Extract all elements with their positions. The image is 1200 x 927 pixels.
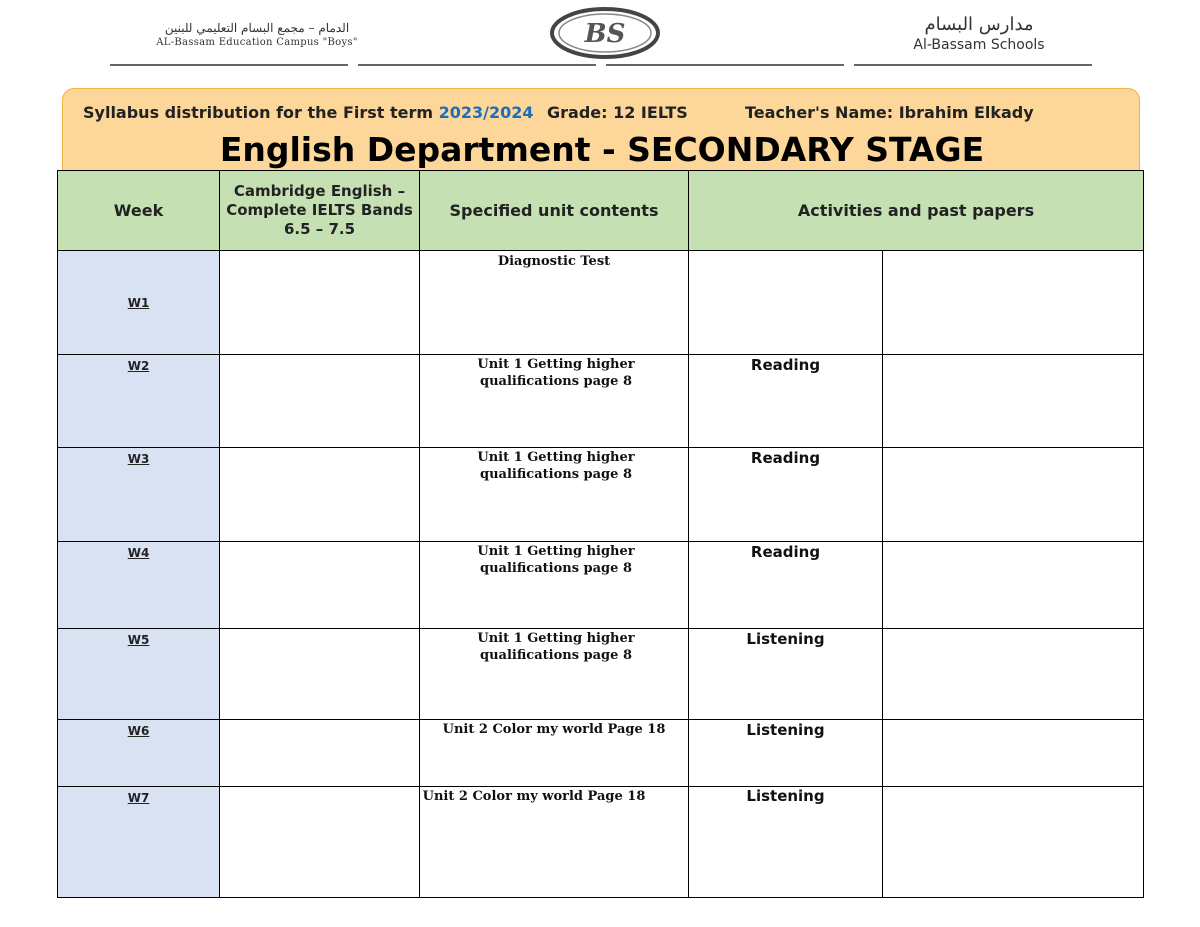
activity-cell: Reading	[689, 448, 883, 542]
syllabus-line	[83, 103, 534, 122]
contents-cell: Unit 2 Color my world Page 18	[420, 787, 689, 898]
activity-cell: Listening	[689, 720, 883, 787]
past-papers-cell	[883, 787, 1144, 898]
table-row	[58, 629, 1144, 720]
cambridge-cell	[220, 448, 420, 542]
cambridge-cell	[220, 629, 420, 720]
letterhead-right-english: Al-Bassam Schools	[913, 37, 1045, 53]
week-cell: W5	[58, 629, 220, 720]
syllabus-label: Syllabus distribution for the First term	[83, 103, 434, 122]
letterhead-rule	[606, 64, 844, 66]
past-papers-cell	[883, 629, 1144, 720]
letterhead-right-arabic: مدارس البسام	[924, 14, 1034, 35]
cambridge-cell	[220, 720, 420, 787]
week-cell: W1	[58, 251, 220, 355]
contents-cell: Unit 1 Getting higher qualifications page 8	[420, 448, 689, 542]
week-cell: W6	[58, 720, 220, 787]
table-row	[58, 251, 1144, 355]
grade-label: Grade: 12 IELTS	[547, 103, 688, 122]
table-row	[58, 448, 1144, 542]
academic-year: 2023/2024	[438, 103, 534, 122]
contents-cell: Unit 2 Color my world Page 18	[420, 720, 689, 787]
letterhead-left-arabic: الدمام – مجمع البسام التعليمي للبنين	[164, 21, 350, 35]
letterhead-left-english: AL-Bassam Education Campus "Boys"	[156, 37, 358, 48]
syllabus-table	[57, 170, 1144, 898]
week-cell: W7	[58, 787, 220, 898]
header-week: Week	[58, 171, 220, 251]
title-banner	[62, 88, 1140, 172]
cambridge-cell	[220, 355, 420, 448]
letterhead-rule	[110, 64, 348, 66]
table-row	[58, 542, 1144, 629]
week-cell: W4	[58, 542, 220, 629]
week-cell: W3	[58, 448, 220, 542]
cambridge-cell	[220, 542, 420, 629]
letterhead-right	[884, 14, 1074, 54]
letterhead-left	[112, 20, 402, 49]
cambridge-cell	[220, 251, 420, 355]
contents-cell: Diagnostic Test	[420, 251, 689, 355]
contents-cell: Unit 1 Getting higher qualifications page 8	[420, 355, 689, 448]
week-cell: W2	[58, 355, 220, 448]
table-row	[58, 355, 1144, 448]
activity-cell: Reading	[689, 355, 883, 448]
cambridge-cell	[220, 787, 420, 898]
past-papers-cell	[883, 542, 1144, 629]
header-activities: Activities and past papers	[689, 171, 1144, 251]
letterhead-rule	[854, 64, 1092, 66]
activity-cell: Reading	[689, 542, 883, 629]
contents-cell: Unit 1 Getting higher qualifications page 8	[420, 629, 689, 720]
logo-lettering: BS	[584, 19, 626, 49]
past-papers-cell	[883, 251, 1144, 355]
past-papers-cell	[883, 448, 1144, 542]
table-row	[58, 787, 1144, 898]
page-title: English Department - SECONDARY STAGE	[219, 130, 985, 169]
past-papers-cell	[883, 355, 1144, 448]
teacher-name: Teacher's Name: Ibrahim Elkady	[745, 103, 1034, 122]
contents-cell: Unit 1 Getting higher qualifications page 8	[420, 542, 689, 629]
table-header-row	[58, 171, 1144, 251]
school-logo	[549, 6, 661, 60]
header-contents: Specified unit contents	[420, 171, 689, 251]
activity-cell: Listening	[689, 787, 883, 898]
past-papers-cell	[883, 720, 1144, 787]
activity-cell	[689, 251, 883, 355]
letterhead-rule	[358, 64, 596, 66]
header-cambridge: Cambridge English – Complete IELTS Bands 6.5 – 7.5	[220, 171, 420, 251]
table-row	[58, 720, 1144, 787]
activity-cell: Listening	[689, 629, 883, 720]
